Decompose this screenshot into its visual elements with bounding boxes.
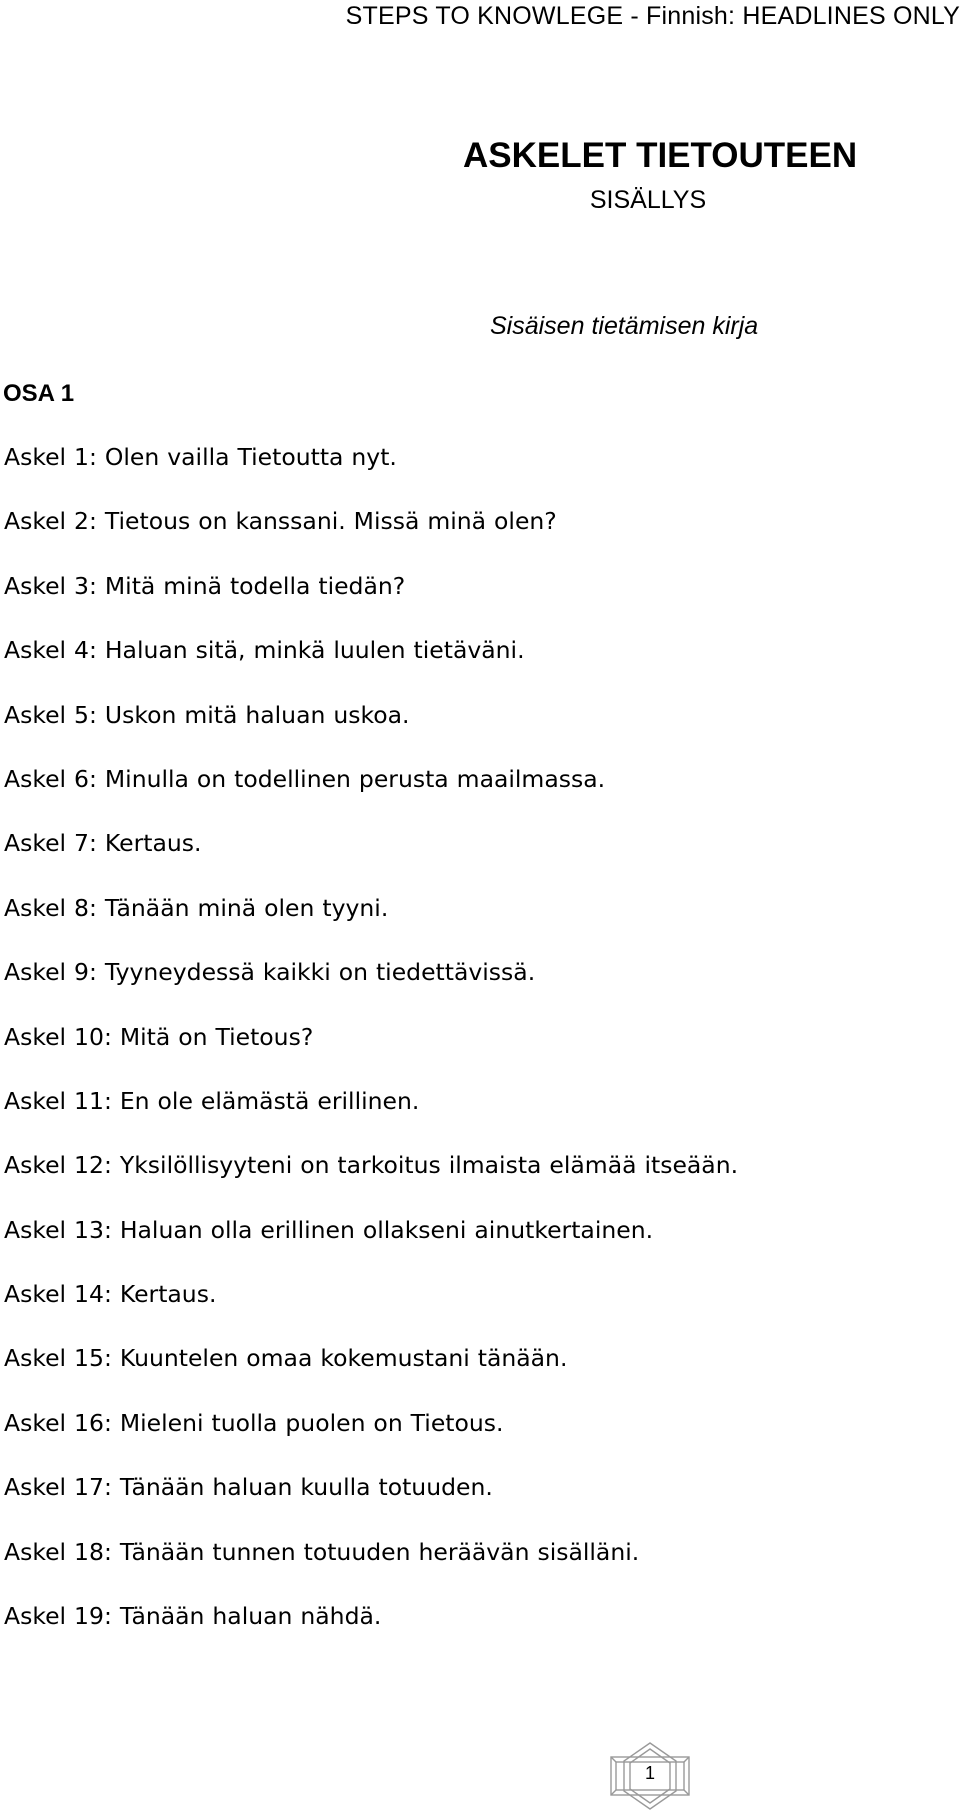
toc-item: Askel 6: Minulla on todellinen perusta maailmassa. xyxy=(4,764,606,793)
document-title: ASKELET TIETOUTEEN xyxy=(463,136,858,175)
page-number: 1 xyxy=(644,1763,655,1783)
toc-item: Askel 11: En ole elämästä erillinen. xyxy=(4,1086,420,1115)
toc-item: Askel 18: Tänään tunnen totuuden heräävän sisälläni. xyxy=(4,1537,640,1566)
toc-item: Askel 10: Mitä on Tietous? xyxy=(4,1022,314,1051)
toc-item: Askel 17: Tänään haluan kuulla totuuden. xyxy=(4,1473,493,1502)
table-of-contents xyxy=(4,442,738,1665)
toc-item: Askel 16: Mieleni tuolla puolen on Tietous. xyxy=(4,1408,504,1437)
toc-item: Askel 13: Haluan olla erillinen ollakseni ainutkertainen. xyxy=(4,1215,654,1244)
document-subtitle: SISÄLLYS xyxy=(589,186,707,214)
toc-item: Askel 3: Mitä minä todella tiedän? xyxy=(4,571,406,600)
toc-item: Askel 8: Tänään minä olen tyyni. xyxy=(4,893,389,922)
toc-item: Askel 12: Yksilöllisyyteni on tarkoitus ilmaista elämää itseään. xyxy=(4,1151,739,1180)
toc-item: Askel 1: Olen vailla Tietoutta nyt. xyxy=(4,443,397,471)
running-header: STEPS TO KNOWLEGE - Finnish: HEADLINES ONLY xyxy=(345,2,960,30)
toc-item: Askel 7: Kertaus. xyxy=(4,829,202,858)
toc-item: Askel 9: Tyyneydessä kaikki on tiedettävissä. xyxy=(4,958,536,987)
toc-item: Askel 2: Tietous on kanssani. Missä minä olen? xyxy=(4,507,557,536)
page-number-ornament xyxy=(610,1741,690,1811)
book-subtitle: Sisäisen tietämisen kirja xyxy=(490,312,759,340)
toc-item: Askel 19: Tänään haluan nähdä. xyxy=(4,1602,382,1631)
toc-item: Askel 4: Haluan sitä, minkä luulen tietäväni. xyxy=(4,636,525,665)
toc-item: Askel 14: Kertaus. xyxy=(4,1280,217,1309)
toc-item: Askel 15: Kuuntelen omaa kokemustani tänään. xyxy=(4,1344,568,1373)
toc-item: Askel 5: Uskon mitä haluan uskoa. xyxy=(4,700,410,729)
part-heading: OSA 1 xyxy=(3,380,75,407)
